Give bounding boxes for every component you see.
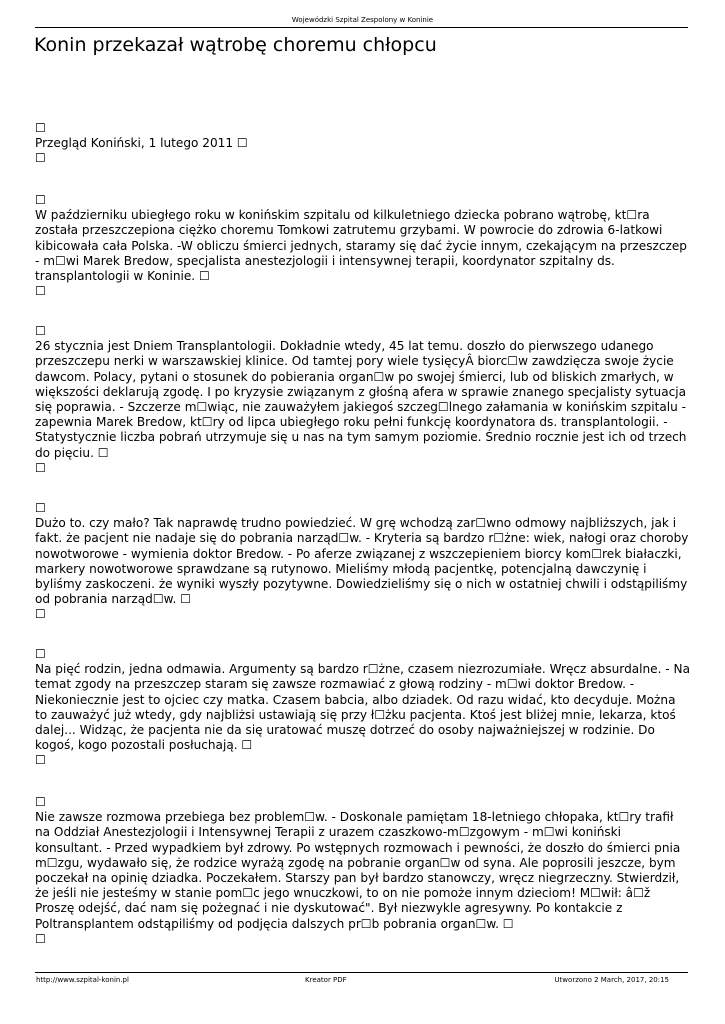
- box-glyph: ☐: [35, 795, 46, 809]
- source-block: [35, 121, 690, 167]
- article-title: Konin przekazał wątrobę choremu chłopcu: [34, 34, 437, 56]
- box-glyph: ☐: [35, 193, 46, 207]
- box-glyph: ☐: [35, 121, 46, 135]
- footer-generator: Kreator PDF: [305, 976, 347, 984]
- footer-created: Utworzono 2 March, 2017, 20:15: [554, 976, 669, 984]
- box-glyph: ☐: [35, 607, 46, 622]
- box-glyph: ☐: [35, 151, 46, 166]
- footer-url-link[interactable]: http://www.szpital-konin.pl: [36, 976, 129, 984]
- paragraph-text: Na pięć rodzin, jedna odmawia. Argumenty są bardzo r☐żne, czasem niezrozumiałe. Wręcz absurdalne. - Na temat zgody na przeszczep staram się zawsze rozmawiać z głową rodziny - m☐wi doktor Bredow. - Niekoniecznie jest to ojciec czy matka. Czasem babcia, albo dziadek. Od razu widać, kto decyduje. Można to zauważyć już wtedy, gdy najbliżsi ustawiają się przy ł☐żku pacjenta. Ktoś jest bliżej mnie, lekarza, ktoś dalej... Widząc, że pacjenta nie da się uratować muszę dotrzeć do osoby najważniejszej w rodzinie. Do kogoś, kogo pozostali posłuchają. ☐: [35, 662, 690, 753]
- source-line: Przegląd Koniński, 1 lutego 2011 ☐: [35, 136, 248, 151]
- paragraph-block: [35, 193, 690, 299]
- page-header: Wojewódzki Szpital Zespolony w Koninie: [291, 16, 434, 24]
- box-glyph: ☐: [35, 647, 46, 661]
- paragraph-block: [35, 324, 690, 476]
- header-rule: [35, 27, 688, 28]
- paragraph-text: W październiku ubiegłego roku w konińskim szpitalu od kilkuletniego dziecka pobrano wątrobę, kt☐ra została przeszczepiona ciężko choremu Tomkowi zatrutemu grzybami. W powrocie do zdrowia 6-latkowi kibicowała cała Polska. -W obliczu śmierci jednych, staramy się dać życie innym, czekającym na przeszczep - m☐wi Marek Bredow, specjalista anestezjologii i intensywnej terapii, koordynator szpitalny ds. transplantologii w Koninie. ☐: [35, 208, 687, 283]
- paragraph-text: Nie zawsze rozmowa przebiega bez problem☐w. - Doskonale pamiętam 18-letniego chłopaka, kt☐ry trafił na Oddział Anestezjologii i Intensywnej Terapii z urazem czaszkowo-m☐zgowym - m☐wi koniński konsultant. - Przed wypadkiem był zdrowy. Po wstępnych rozmowach i pewności, że doszło do śmierci pnia m☐zgu, wydawało się, że rodzice wyrażą zgodę na pobranie organ☐w od syna. Ale poprosili jeszcze, bym poczekał na opinię dziadka. Poczekałem. Starszy pan był bardzo stanowczy, wręcz niegrzeczny. Stwierdził, że jeśli nie jesteśmy w stanie pom☐c jego wnuczkowi, to on nie pomoże innym dzieciom! M☐wił: â☐ž Proszę odejść, dać nam się pożegnać i nie dyskutować". Był niezwykle agresywny. Po kontakcie z Poltransplantem odstąpiliśmy od podjęcia dalszych pr☐b pobrania organ☐w. ☐: [35, 810, 681, 931]
- box-glyph: ☐: [35, 753, 46, 768]
- footer-rule: [35, 972, 688, 973]
- box-glyph: ☐: [35, 460, 46, 475]
- box-glyph: ☐: [35, 931, 46, 946]
- paragraph-text: Dużo to. czy mało? Tak naprawdę trudno powiedzieć. W grę wchodzą zar☐wno odmowy najbliższych, jak i fakt. że pacjent nie nadaje się do pobrania narząd☐w. - Kryteria są bardzo r☐żne: wiek, nałogi oraz choroby nowotworowe - wymienia doktor Bredow. - Po aferze związanej z wszczepieniem biorcy kom☐rek białaczki, markery nowotworowe sprawdzane są rutynowo. Mieliśmy młodą pacjentkę, potencjalną dawczynię i byliśmy zaskoczeni. że wyniki wyszły pozytywne. Dowiedzieliśmy się o nich w ostatniej chwili i odstąpiliśmy od pobrania narząd☐w. ☐: [35, 516, 689, 607]
- paragraph-block: [35, 795, 690, 947]
- box-glyph: ☐: [35, 324, 46, 338]
- paragraph-block: [35, 501, 690, 623]
- paragraph-block: [35, 647, 690, 769]
- paragraph-text: 26 stycznia jest Dniem Transplantologii. Dokładnie wtedy, 45 lat temu. doszło do pierwszego udanego przeszczepu nerki w warszawskiej klinice. Od tamtej pory wiele tysięcyÂ biorc☐w zawdzięcza swoje życie dawcom. Polacy, pytani o stosunek do pobierania organ☐w po swojej śmierci, lub od bliskich zmarłych, w większości deklarują zgodę. I po kryzysie związanym z głośną afera w sprawie znanego specjalisty sytuacja się poprawia. - Szczerze m☐wiąc, nie zauważyłem jakiegoś szczeg☐lnego załamania w konińskim szpitalu - zapewnia Marek Bredow, kt☐ry od lipca ubiegłego roku pełni funkcję koordynatora ds. transplantologii. - Statystycznie liczba pobrań utrzymuje się u nas na tym samym poziomie. Średnio rocznie jest ich od trzech do pięciu. ☐: [35, 339, 687, 460]
- box-glyph: ☐: [35, 284, 46, 299]
- box-glyph: ☐: [35, 501, 46, 515]
